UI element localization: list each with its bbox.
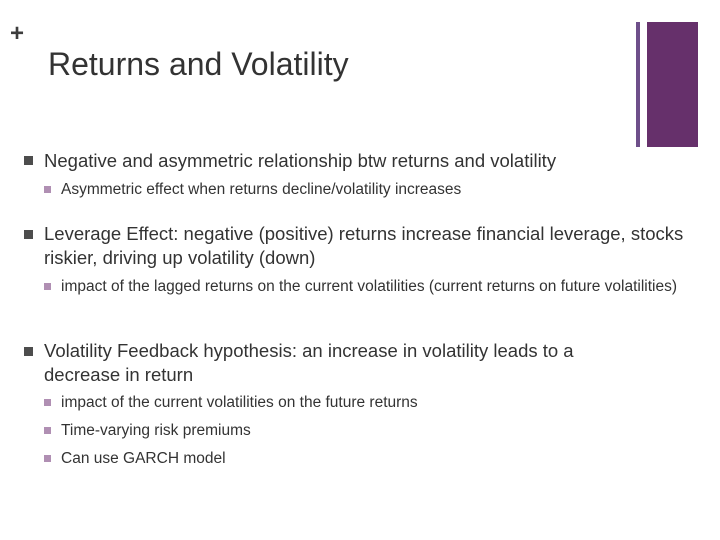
subpoint-2-1: impact of the lagged returns on the current volatilities (current returns on future volatilities) bbox=[61, 278, 677, 295]
accent-line bbox=[636, 22, 640, 147]
bullet-square-icon bbox=[24, 230, 33, 239]
subbullet-square-icon bbox=[44, 283, 51, 290]
accent-block bbox=[647, 22, 698, 147]
subbullet-square-icon bbox=[44, 427, 51, 434]
corner-plus-mark: + bbox=[10, 20, 25, 47]
subbullet-square-icon bbox=[44, 186, 51, 193]
subpoint-3-1: impact of the current volatilities on the future returns bbox=[61, 394, 418, 411]
bullet-point-2: Leverage Effect: negative (positive) returns increase financial leverage, stocks riskier, driving up volatility (down) bbox=[44, 223, 684, 268]
bullet-point-1: Negative and asymmetric relationship btw returns and volatility bbox=[44, 150, 557, 171]
subpoint-3-3: Can use GARCH model bbox=[61, 450, 226, 467]
bullet-square-icon bbox=[24, 347, 33, 356]
subbullet-square-icon bbox=[44, 455, 51, 462]
slide-title: Returns and Volatility bbox=[48, 46, 349, 82]
bullet-point-3: Volatility Feedback hypothesis: an increase in volatility leads to a decrease in return bbox=[44, 340, 574, 385]
bullet-square-icon bbox=[24, 156, 33, 165]
subbullet-square-icon bbox=[44, 399, 51, 406]
subpoint-1-1: Asymmetric effect when returns decline/volatility increases bbox=[61, 181, 462, 198]
subpoint-3-2: Time-varying risk premiums bbox=[61, 422, 251, 439]
